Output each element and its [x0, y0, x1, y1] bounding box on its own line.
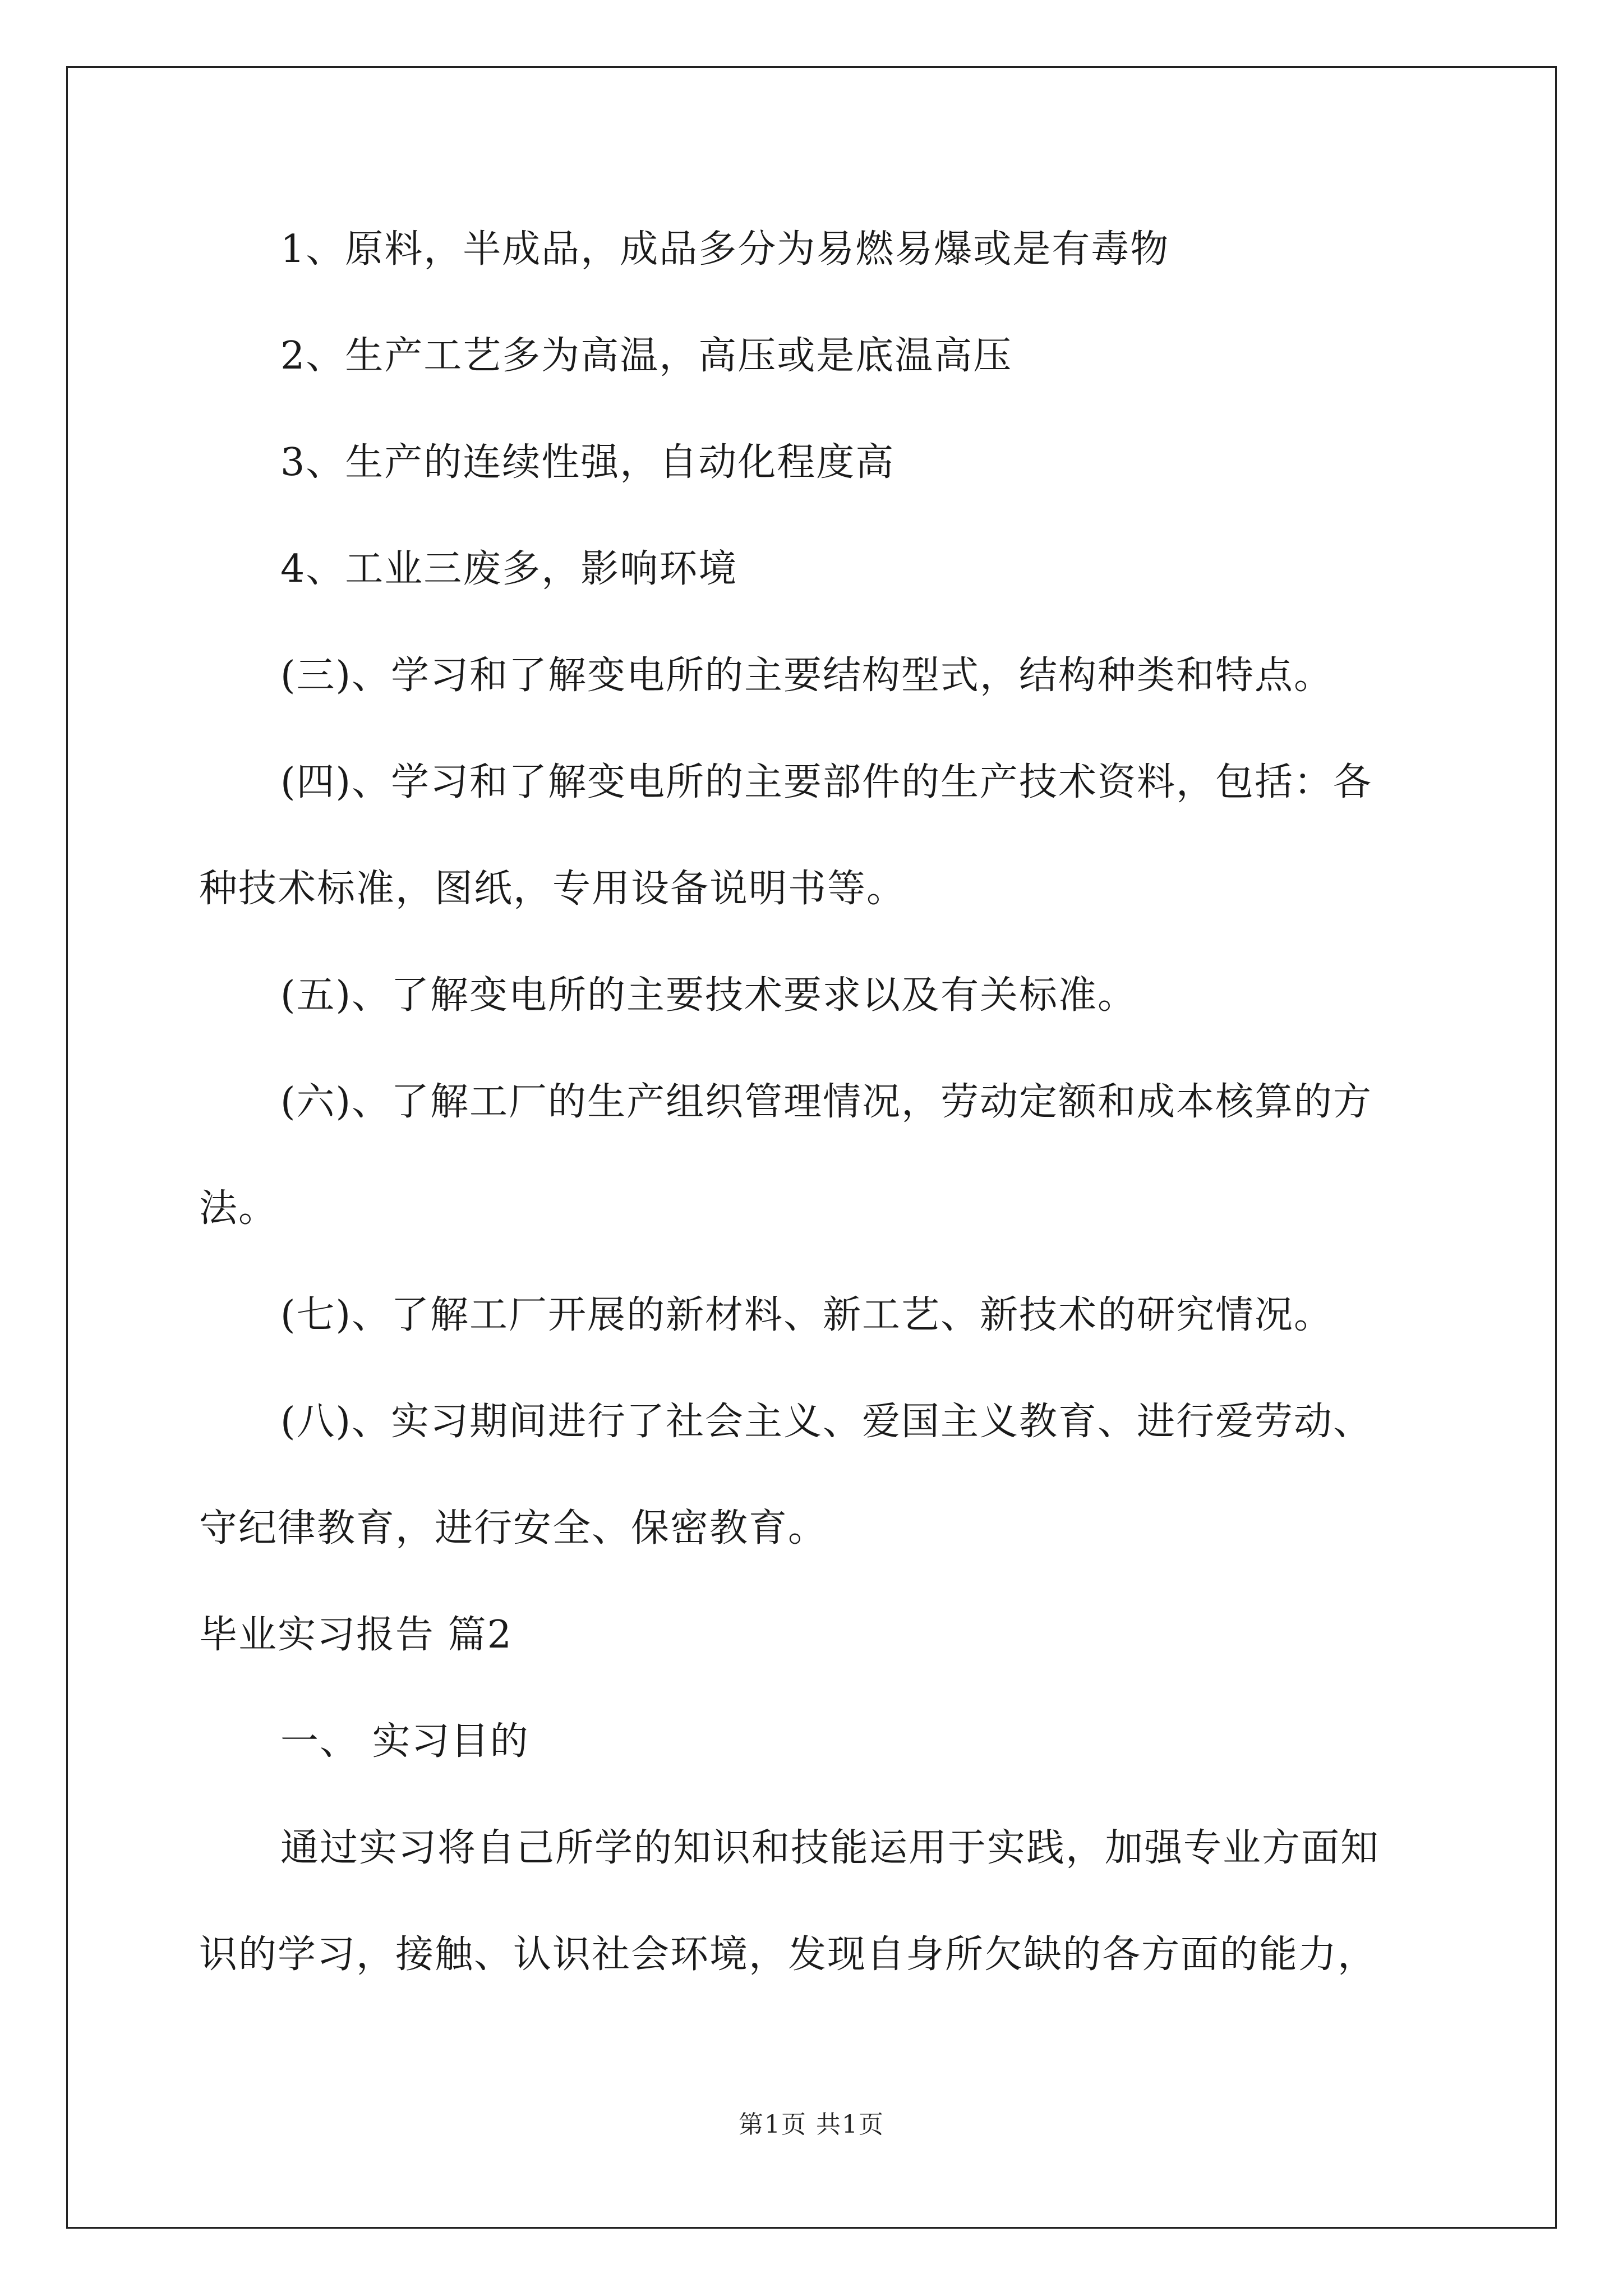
paragraph-4-cont: 种技术标准，图纸，专用设备说明书等。 [199, 867, 906, 911]
subheading: 一、 实习目的 [280, 1719, 529, 1764]
paragraph-6: (六)、了解工厂的生产组织管理情况，劳动定额和成本核算的方 [280, 1080, 1373, 1124]
paragraph-7: (七)、了解工厂开展的新材料、新工艺、新技术的研究情况。 [280, 1293, 1334, 1337]
page-border [66, 66, 1557, 2229]
page-footer: 第1页 共1页 [739, 2110, 884, 2139]
paragraph-8-cont: 守纪律教育，进行安全、保密教育。 [199, 1506, 828, 1550]
paragraph-purpose-cont: 识的学习，接触、认识社会环境，发现自身所欠缺的各方面的能力， [199, 1932, 1377, 1977]
list-item-1: 1、原料，半成品，成品多分为易燃易爆或是有毒物 [280, 227, 1170, 272]
paragraph-6-cont: 法。 [199, 1186, 278, 1231]
list-item-2: 2、生产工艺多为高温，高压或是底温高压 [280, 334, 1013, 378]
paragraph-4: (四)、学习和了解变电所的主要部件的生产技术资料，包括：各 [280, 760, 1373, 804]
list-item-3: 3、生产的连续性强，自动化程度高 [280, 440, 895, 485]
list-item-4: 4、工业三废多，影响环境 [280, 547, 738, 591]
paragraph-3: (三)、学习和了解变电所的主要结构型式，结构种类和特点。 [280, 654, 1334, 698]
paragraph-purpose: 通过实习将自己所学的知识和技能运用于实践，加强专业方面知 [280, 1826, 1380, 1870]
paragraph-8: (八)、实习期间进行了社会主义、爱国主义教育、进行爱劳动、 [280, 1400, 1373, 1444]
paragraph-5: (五)、了解变电所的主要技术要求以及有关标准。 [280, 973, 1137, 1018]
section-heading: 毕业实习报告 篇2 [199, 1613, 513, 1657]
